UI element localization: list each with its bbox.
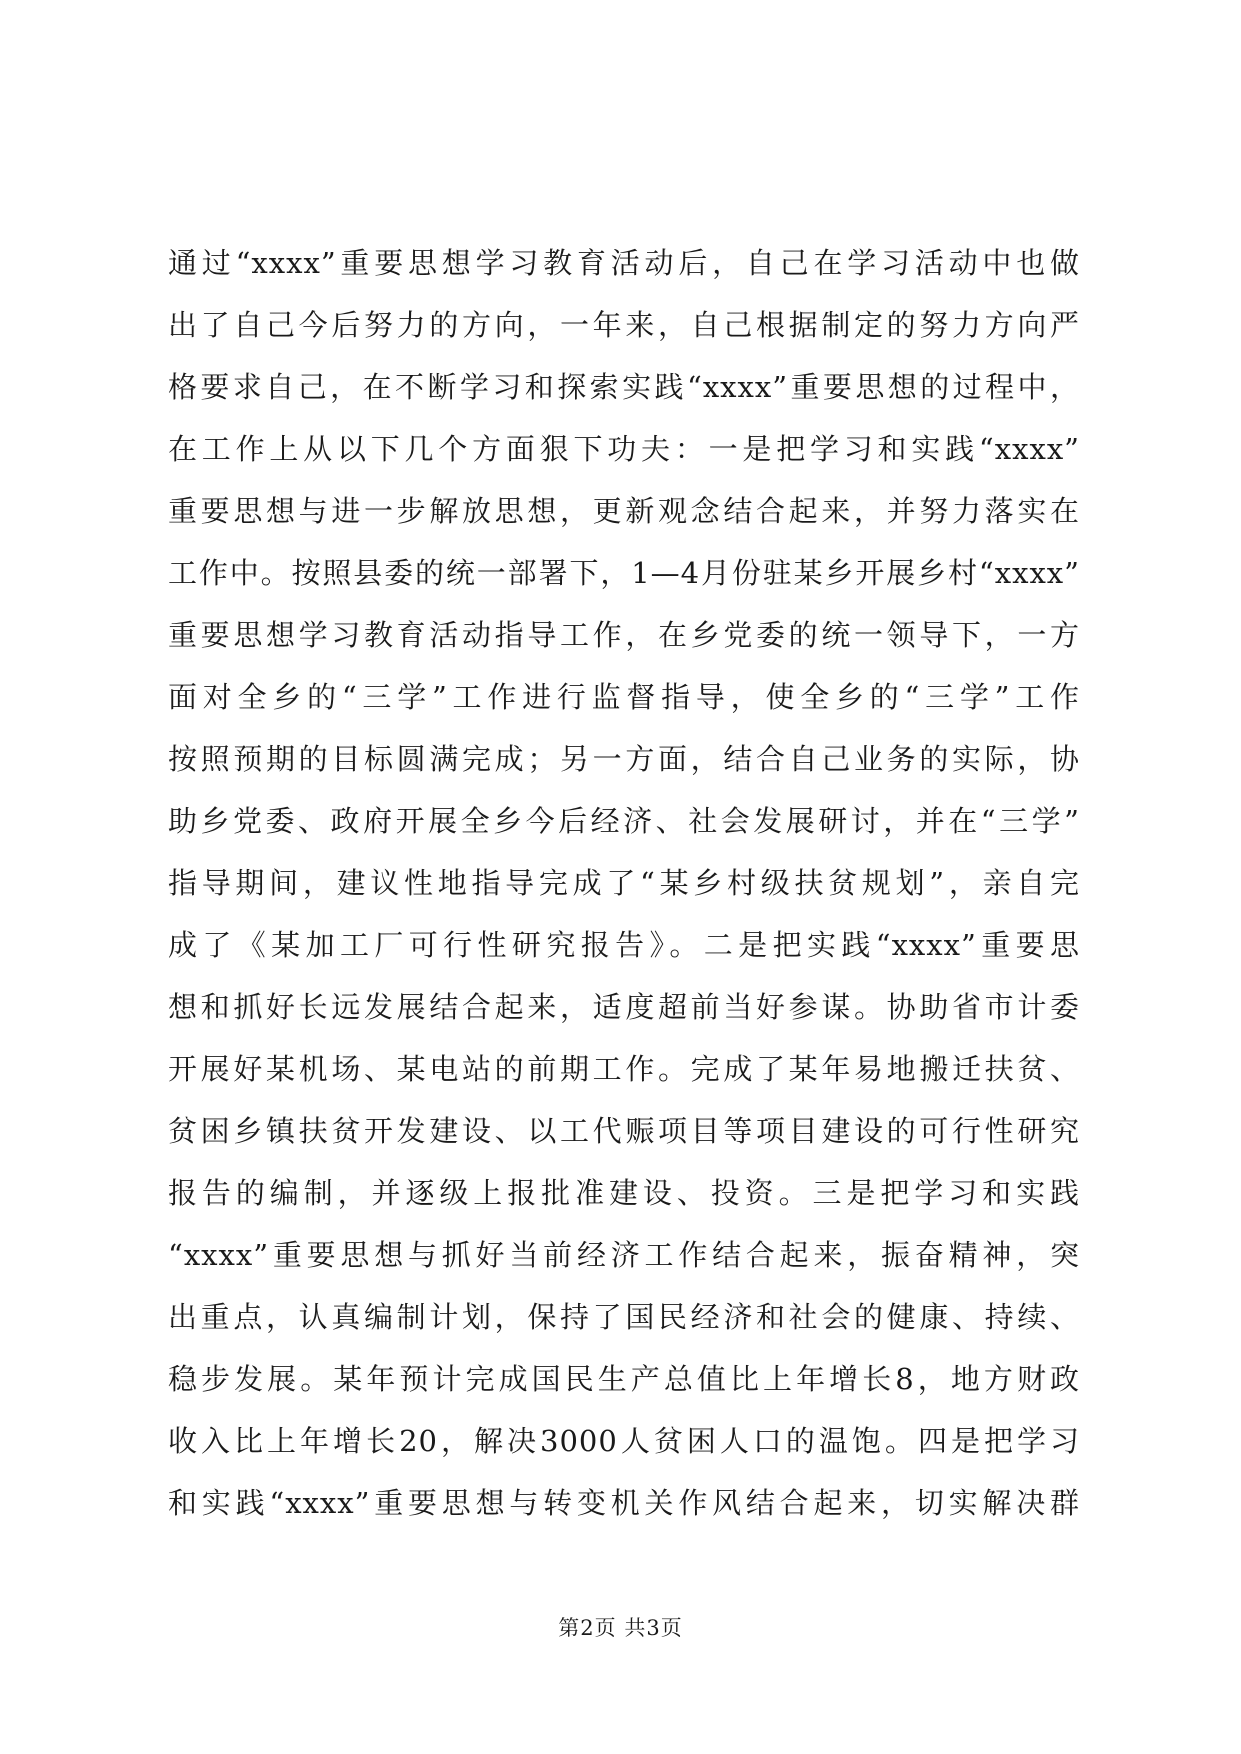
text-line: 格要求自己，在不断学习和探索实践“xxxx”重要思想的过程中， bbox=[168, 370, 1080, 404]
text-line: 和实践“xxxx”重要思想与转变机关作风结合起来，切实解决群 bbox=[168, 1486, 1080, 1520]
text-line: “xxxx”重要思想与抓好当前经济工作结合起来，振奋精神，突 bbox=[168, 1238, 1080, 1272]
page-footer bbox=[0, 1614, 1241, 1642]
text-line: 收入比上年增长20，解决3000人贫困人口的温饱。四是把学习 bbox=[168, 1424, 1080, 1458]
text-line: 出重点，认真编制计划，保持了国民经济和社会的健康、持续、 bbox=[168, 1300, 1080, 1334]
text-line: 想和抓好长远发展结合起来，适度超前当好参谋。协助省市计委 bbox=[168, 990, 1080, 1024]
text-line: 成了《某加工厂可行性研究报告》。二是把实践“xxxx”重要思 bbox=[168, 928, 1080, 962]
text-line: 重要思想与进一步解放思想，更新观念结合起来，并努力落实在 bbox=[168, 494, 1080, 528]
text-line: 通过“xxxx”重要思想学习教育活动后，自己在学习活动中也做 bbox=[168, 246, 1080, 280]
text-line: 按照预期的目标圆满完成；另一方面，结合自己业务的实际，协 bbox=[168, 742, 1080, 776]
text-line: 出了自己今后努力的方向，一年来，自己根据制定的努力方向严 bbox=[168, 308, 1080, 342]
text-line: 在工作上从以下几个方面狠下功夫：一是把学习和实践“xxxx” bbox=[168, 432, 1080, 466]
text-line: 工作中。按照县委的统一部署下，1—4月份驻某乡开展乡村“xxxx” bbox=[168, 556, 1080, 590]
text-line: 面对全乡的“三学”工作进行监督指导，使全乡的“三学”工作 bbox=[168, 680, 1080, 714]
text-line: 重要思想学习教育活动指导工作，在乡党委的统一领导下，一方 bbox=[168, 618, 1080, 652]
text-line: 贫困乡镇扶贫开发建设、以工代赈项目等项目建设的可行性研究 bbox=[168, 1114, 1080, 1148]
text-line: 稳步发展。某年预计完成国民生产总值比上年增长8，地方财政 bbox=[168, 1362, 1080, 1396]
text-line: 指导期间，建议性地指导完成了“某乡村级扶贫规划”，亲自完 bbox=[168, 866, 1080, 900]
body-paragraph bbox=[168, 232, 1080, 1534]
page-number: 第2页 共3页 bbox=[558, 1616, 683, 1640]
text-line: 开展好某机场、某电站的前期工作。完成了某年易地搬迁扶贫、 bbox=[168, 1052, 1080, 1086]
text-line: 报告的编制，并逐级上报批准建设、投资。三是把学习和实践 bbox=[168, 1176, 1080, 1210]
text-line: 助乡党委、政府开展全乡今后经济、社会发展研讨，并在“三学” bbox=[168, 804, 1080, 838]
